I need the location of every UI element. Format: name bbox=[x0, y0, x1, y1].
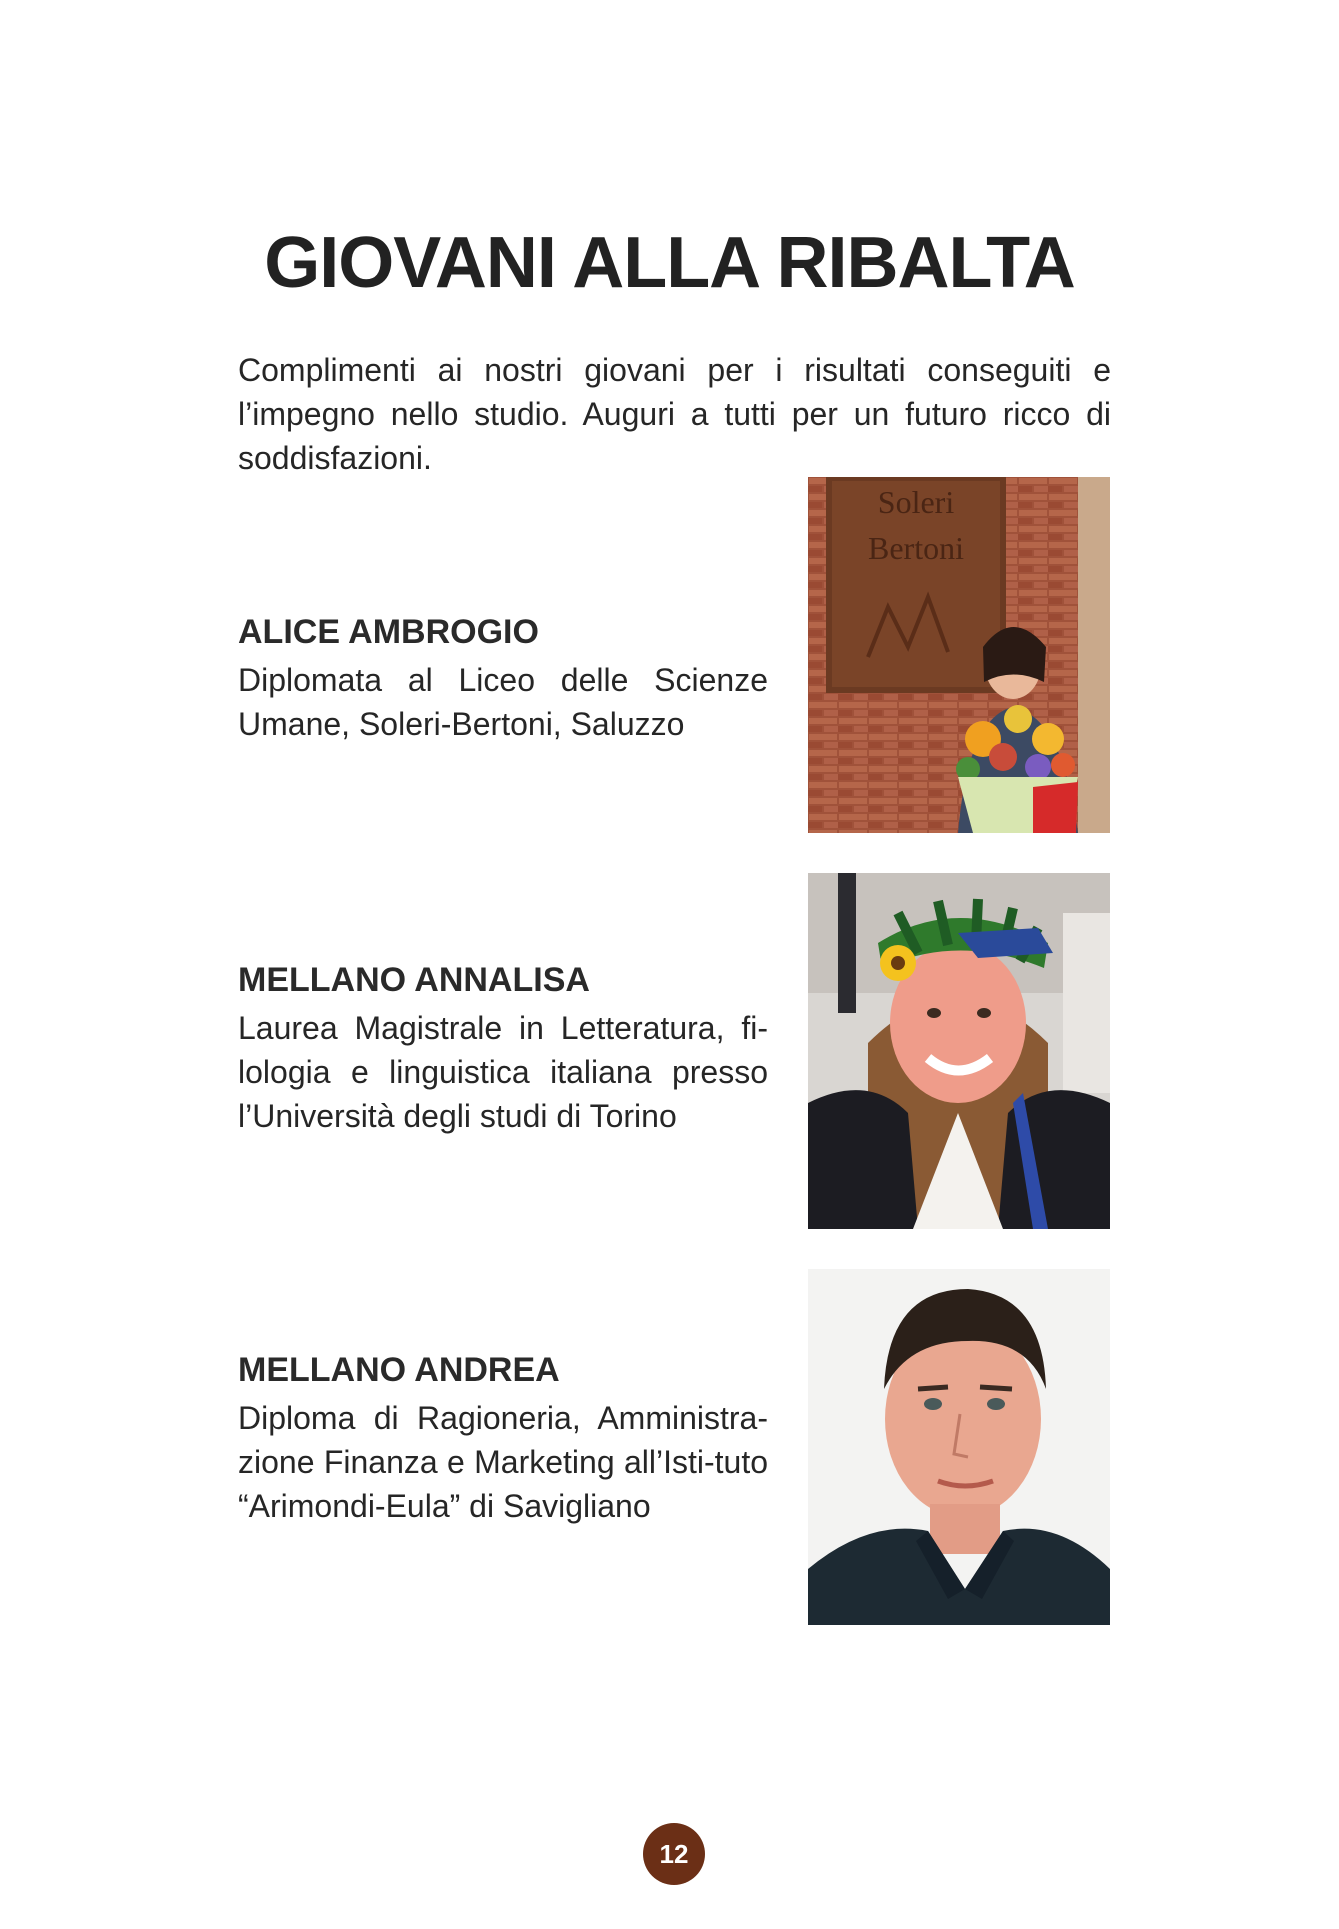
person-description: Laurea Magistrale in Letteratura, fi-lologia e linguistica italiana presso l’Università degli studi di Torino bbox=[238, 1010, 768, 1134]
person-name: MELLANO ANNALISA bbox=[238, 961, 590, 999]
sign-text-1: Soleri bbox=[877, 484, 955, 520]
person-description: Diploma di Ragioneria, Amministra-zione Finanza e Marketing all’Isti-tuto “Arimondi-Eula” di Savigliano bbox=[238, 1400, 768, 1524]
person-name: ALICE AMBROGIO bbox=[238, 613, 539, 651]
intro-paragraph: Complimenti ai nostri giovani per i risultati conseguiti e l’impegno nello studio. Auguri a tutti per un futuro ricco di soddisfazioni. bbox=[238, 352, 1111, 476]
person-entry-annalisa bbox=[238, 958, 768, 1138]
sign-text-2: Bertoni bbox=[868, 530, 964, 566]
page-title: GIOVANI ALLA RIBALTA bbox=[264, 223, 1075, 303]
photo-mellano-annalisa bbox=[808, 873, 1110, 1229]
person-description: Diplomata al Liceo delle Scienze Umane, Soleri-Bertoni, Saluzzo bbox=[238, 662, 768, 742]
person-name: MELLANO ANDREA bbox=[238, 1351, 560, 1389]
page-number-badge: 12 bbox=[643, 1823, 705, 1885]
photo-alice-ambrogio bbox=[808, 477, 1110, 833]
photo-mellano-andrea bbox=[808, 1269, 1110, 1625]
person-entry-alice bbox=[238, 610, 768, 746]
person-entry-andrea bbox=[238, 1348, 768, 1528]
